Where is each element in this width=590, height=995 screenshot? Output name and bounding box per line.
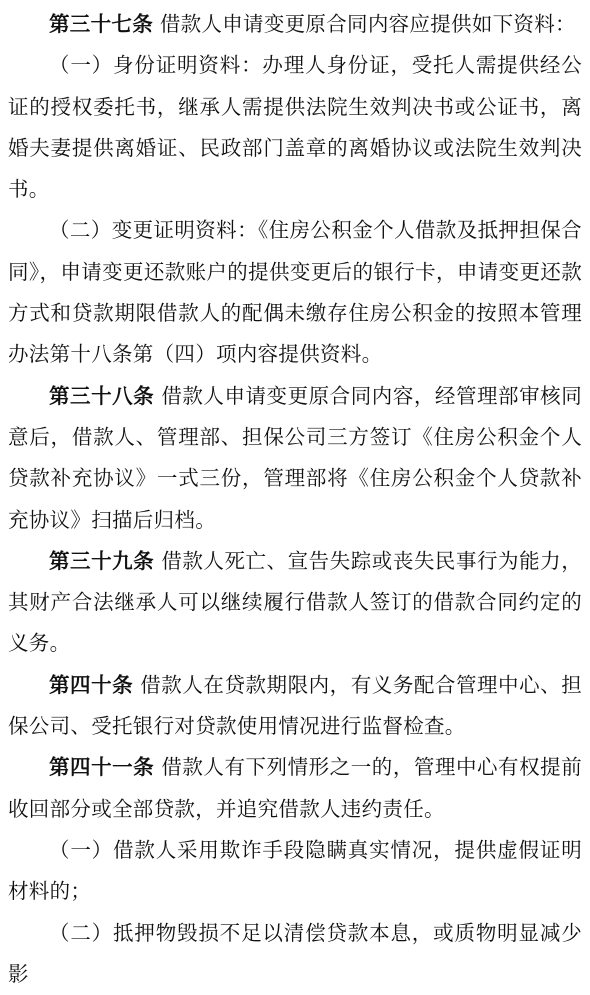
- clause-paragraph: [8, 45, 582, 210]
- article-number: 第四十条: [49, 672, 134, 697]
- clause-text: （一）身份证明资料：办理人身份证，受托人需提供经公证的授权委托书，继承人需提供法院生效判决书或公证书，离婚夫妻提供离婚证、民政部门盖章的离婚协议或法院生效判决书。: [8, 53, 582, 202]
- clause-paragraph: [8, 210, 582, 375]
- article-41-paragraph: [8, 747, 582, 830]
- article-38-paragraph: [8, 376, 582, 541]
- article-text: 借款人死亡、宣告失踪或丧失民事行为能力，其财产合法继承人可以继续履行借款人签订的借款合同约定的义务。: [8, 548, 583, 656]
- article-text: 借款人在贷款期限内，有义务配合管理中心、担保公司、受托银行对贷款使用情况进行监督检查。: [8, 672, 582, 739]
- article-39-paragraph: [8, 541, 582, 665]
- article-37-paragraph: [8, 4, 582, 45]
- clause-text: （一）借款人采用欺诈手段隐瞒真实情况，提供虚假证明材料的；: [8, 837, 582, 904]
- article-number: 第三十九条: [49, 548, 155, 573]
- clause-paragraph: [8, 830, 582, 913]
- article-text: 借款人有下列情形之一的，管理中心有权提前收回部分或全部贷款，并追究借款人违约责任。: [8, 755, 583, 821]
- article-number: 第三十八条: [49, 383, 155, 408]
- article-40-paragraph: [8, 665, 582, 748]
- clause-text: （二）变更证明资料：《住房公积金个人借款及抵押担保合同》，申请变更还款账户的提供变更后的银行卡，申请变更还款方式和贷款期限借款人的配偶未缴存住房公积金的按照本管理办法第十八条第（四）项内容提供资料。: [8, 218, 582, 367]
- article-number: 第四十一条: [49, 755, 155, 780]
- article-text: 借款人申请变更原合同内容应提供如下资料：: [159, 12, 576, 36]
- article-text: 借款人申请变更原合同内容，经管理部审核同意后，借款人、管理部、担保公司三方签订《住房公积金个人贷款补充协议》一式三份，管理部将《住房公积金个人贷款补充协议》扫描后归档。: [8, 383, 583, 532]
- clause-paragraph: [8, 913, 582, 995]
- clause-text: （二）抵押物毁损不足以清偿贷款本息，或质物明显减少影: [8, 920, 582, 986]
- article-number: 第三十七条: [49, 12, 153, 36]
